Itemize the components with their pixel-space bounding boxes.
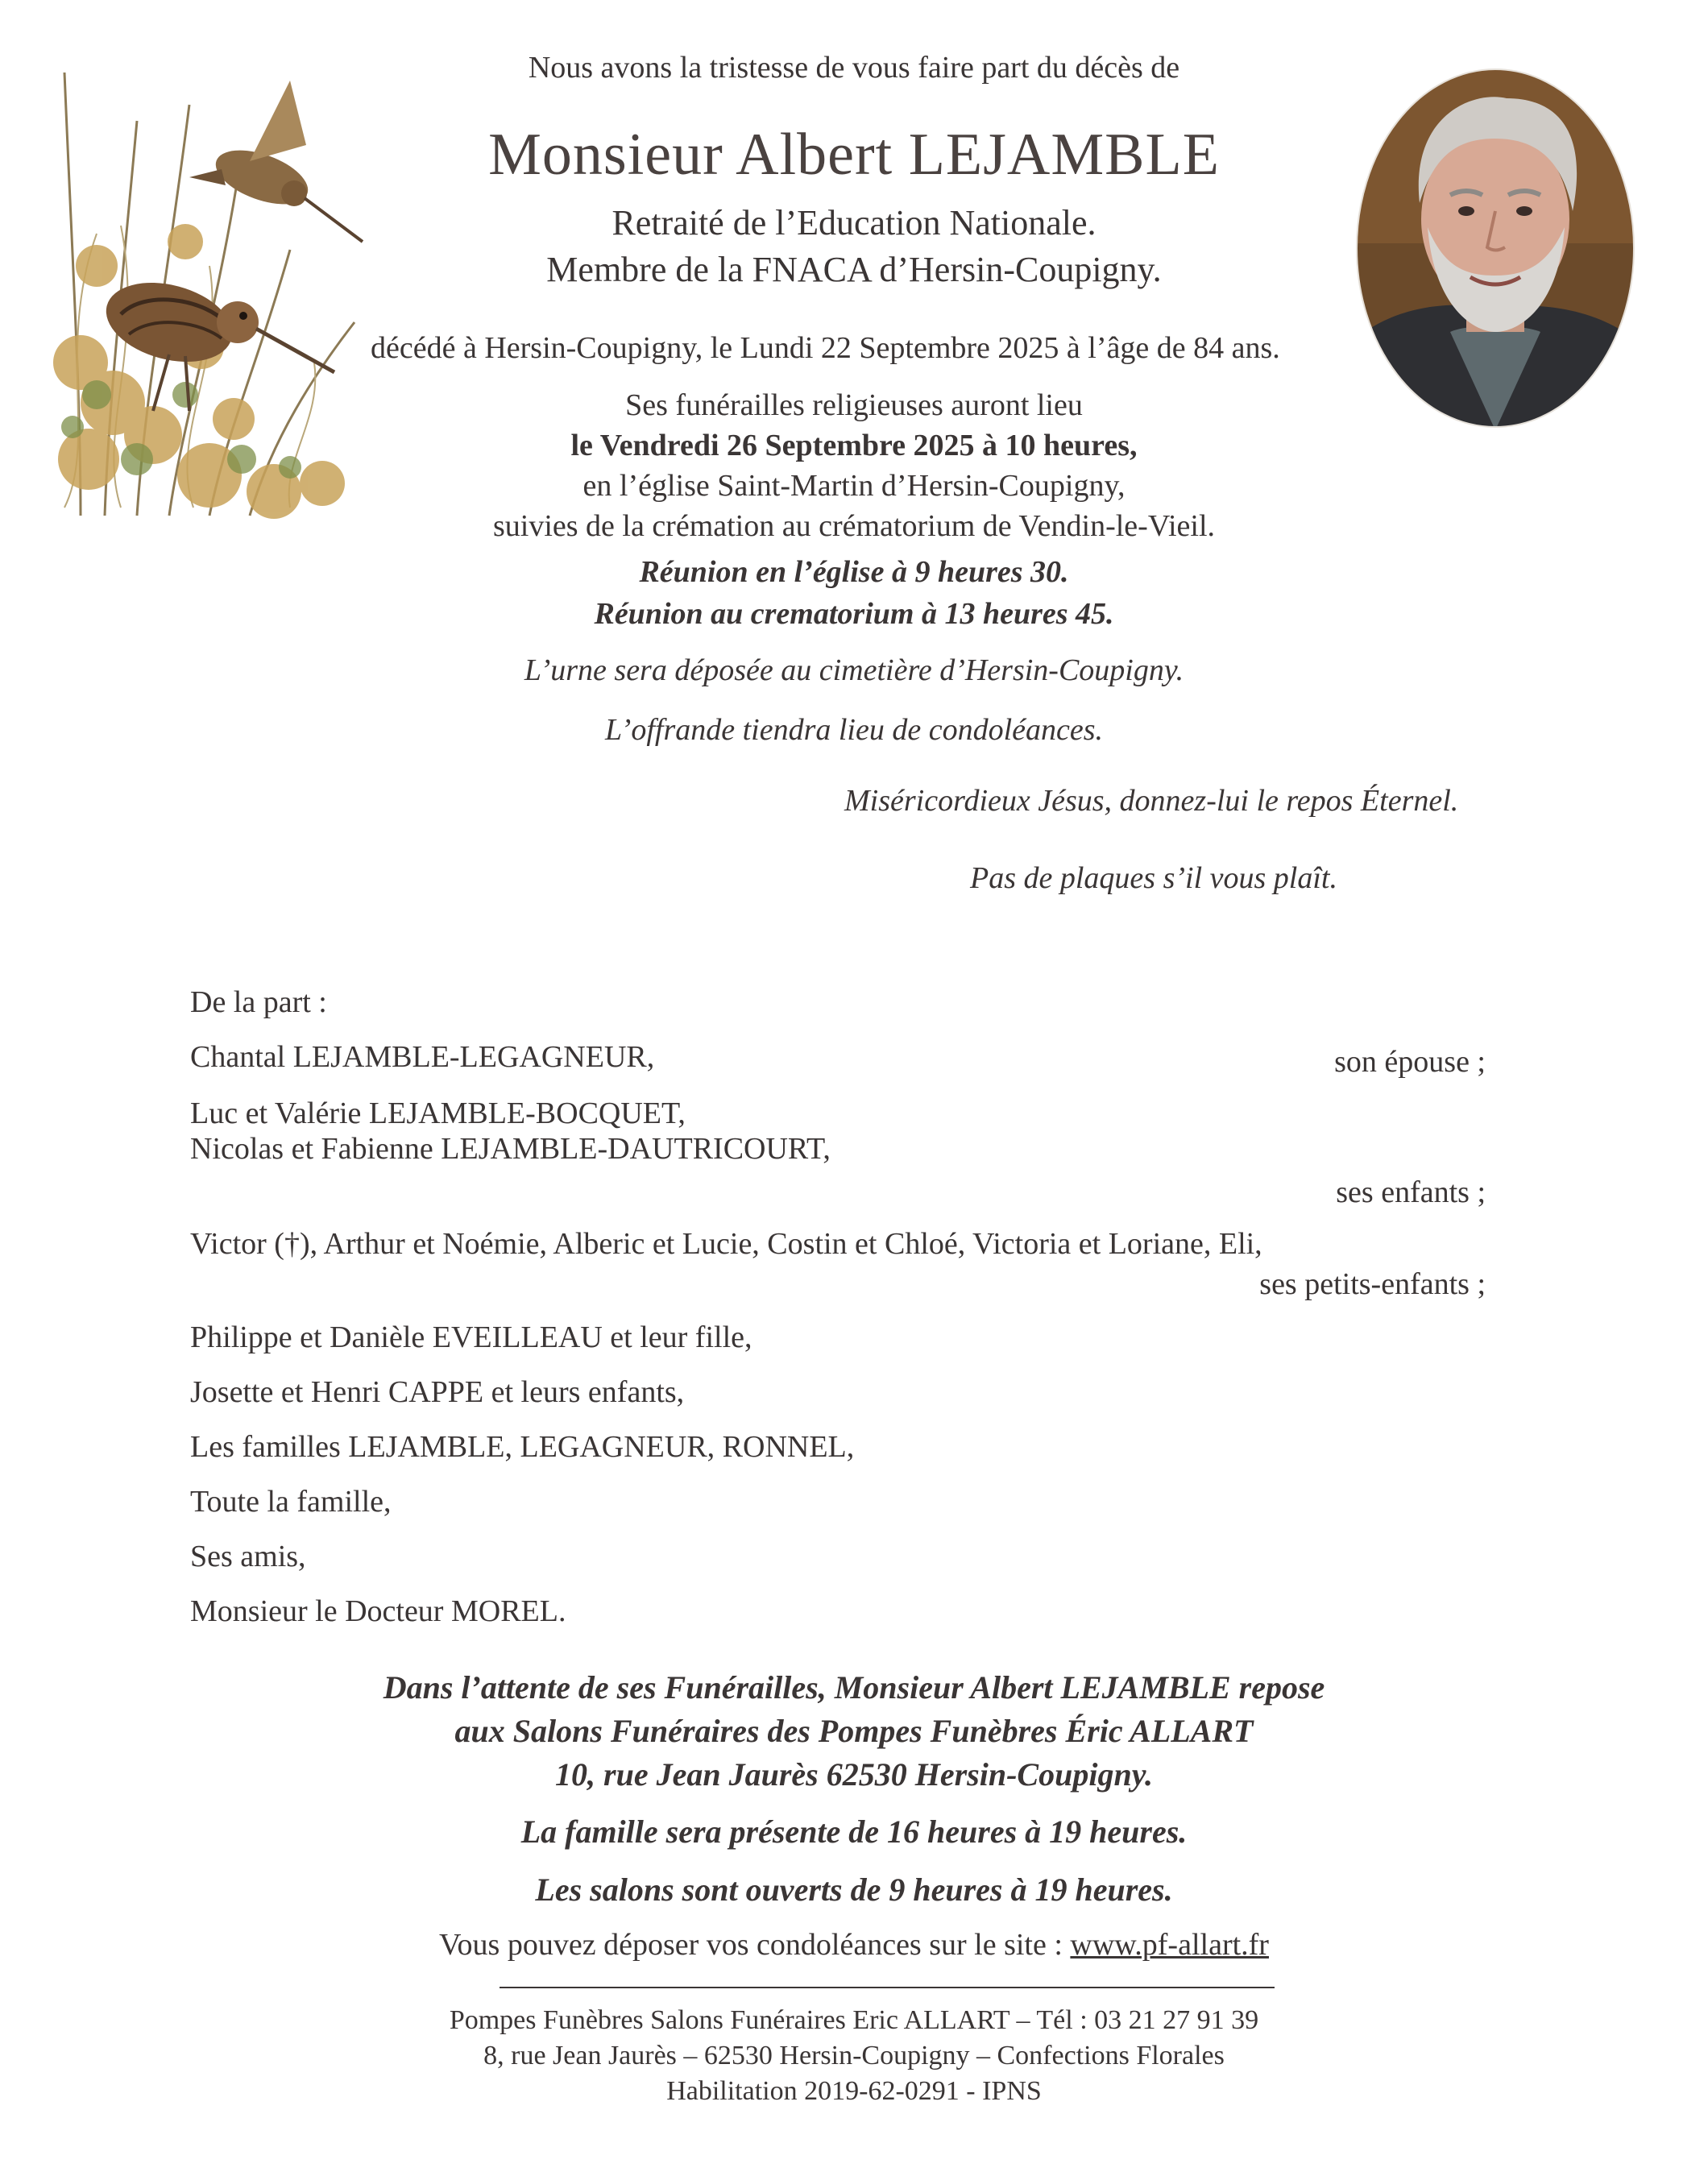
urn-note: L’urne sera déposée au cimetière d’Hersin-Coupigny. [524,653,1184,687]
family-other-3: Les familles LEJAMBLE, LEGAGNEUR, RONNEL, [190,1430,855,1464]
funeral-cremation: suivies de la crémation au crématorium de Vendin-le-Vieil. [492,509,1216,543]
condolences-text: Vous pouvez déposer vos condoléances sur le site : [439,1928,1071,1962]
title-line-2: Membre de la FNACA d’Hersin-Coupigny. [546,250,1162,289]
repose-details [0,1666,1708,1797]
footer [0,2003,1708,2109]
footer-line-1: Pompes Funèbres Salons Funéraires Eric ALLART – Tél : 03 21 27 91 39 [449,2005,1259,2035]
reunion-times [0,551,1708,635]
repose-line-1: Dans l’attente de ses Funérailles, Monsieur Albert LEJAMBLE repose [383,1669,1325,1706]
family-child-2: Nicolas et Fabienne LEJAMBLE-DAUTRICOURT, [190,1132,831,1166]
deceased-titles [0,200,1708,293]
family-other-6: Monsieur le Docteur MOREL. [190,1594,566,1628]
condolences-link[interactable]: www.pf-allart.fr [1070,1928,1269,1962]
salon-opening-hours: Les salons sont ouverts de 9 heures à 19 heures. [535,1871,1173,1908]
footer-line-3: Habilitation 2019-62-0291 - IPNS [666,2076,1042,2106]
prayer-line: Miséricordieux Jésus, donnez-lui le repos Éternel. [844,784,1459,818]
footer-line-2: 8, rue Jean Jaurès – 62530 Hersin-Coupigny – Confections Florales [483,2041,1225,2070]
family-intro: De la part : [190,985,327,1019]
family-presence-hours: La famille sera présente de 16 heures à 19 heures. [520,1813,1188,1850]
family-spouse: Chantal LEJAMBLE-LEGAGNEUR, [190,1040,655,1074]
funeral-church: en l’église Saint-Martin d’Hersin-Coupigny, [582,469,1126,503]
family-other-5: Ses amis, [190,1540,306,1573]
repose-line-3: 10, rue Jean Jaurès 62530 Hersin-Coupigny. [555,1756,1153,1793]
family-child-1: Luc et Valérie LEJAMBLE-BOCQUET, [190,1096,686,1130]
title-line-1: Retraité de l’Education Nationale. [611,203,1097,242]
repose-line-2: aux Salons Funéraires des Pompes Funèbres Éric ALLART [454,1713,1254,1749]
announcement-intro: Nous avons la tristesse de vous faire part du décès de [528,51,1180,85]
family-grandchildren: Victor (†), Arthur et Noémie, Alberic et Lucie, Costin et Chloé, Victoria et Loriane, Eli, [190,1227,1262,1261]
children-role: ses enfants ; [1336,1175,1486,1209]
funeral-date: le Vendredi 26 Septembre 2025 à 10 heures, [570,429,1138,462]
reunion-church: Réunion en l’église à 9 heures 30. [639,555,1069,589]
funeral-details [0,385,1708,546]
family-other-4: Toute la famille, [190,1485,392,1519]
no-plaques-note: Pas de plaques s’il vous plaît. [970,861,1337,895]
family-other-1: Philippe et Danièle EVEILLEAU et leur fille, [190,1320,752,1354]
condolences-line [0,1927,1708,1963]
offering-note: L’offrande tiendra lieu de condoléances. [604,713,1104,747]
reunion-crematorium: Réunion au crematorium à 13 heures 45. [594,597,1114,631]
deceased-name: Monsieur Albert LEJAMBLE [488,122,1220,188]
death-details: décédé à Hersin-Coupigny, le Lundi 22 Septembre 2025 à l’âge de 84 ans. [371,331,1280,365]
family-other-2: Josette et Henri CAPPE et leurs enfants, [190,1375,685,1409]
spouse-role: son épouse ; [1334,1045,1486,1079]
footer-divider [500,1987,1275,1988]
funeral-line-1: Ses funérailles religieuses auront lieu [625,388,1083,422]
grandchildren-role: ses petits-enfants ; [1259,1267,1486,1301]
